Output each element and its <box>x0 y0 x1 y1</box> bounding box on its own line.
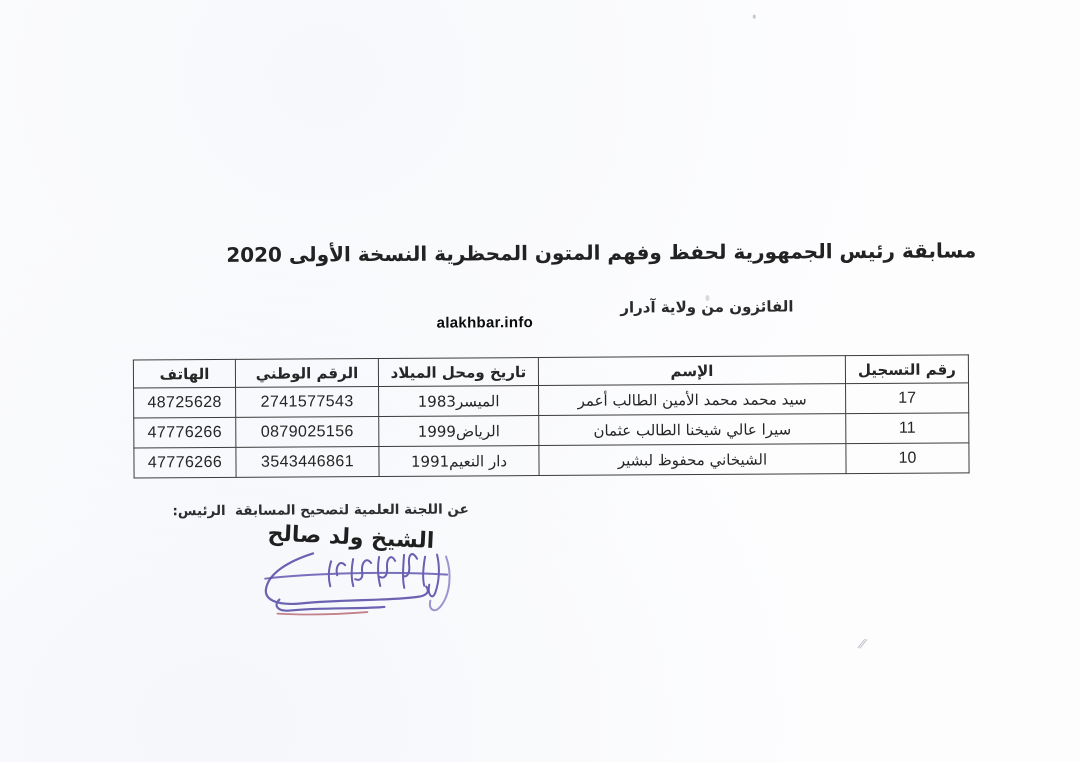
col-header-birth: تاريخ ومحل الميلاد <box>378 358 538 387</box>
page-subtitle: الفائزون من ولاية آدرار <box>620 297 794 317</box>
col-header-name: الإسم <box>538 356 845 386</box>
cell-phone: 47776266 <box>134 447 236 478</box>
cell-name: سيرا عالي شيخنا الطالب عثمان <box>539 414 846 446</box>
cell-registration: 17 <box>846 383 969 414</box>
cell-name: سيد محمد محمد الأمين الطالب أعمر <box>539 384 846 416</box>
cell-birth: 1991دار النعيم <box>379 446 539 477</box>
cell-registration: 11 <box>846 413 969 444</box>
winners-table <box>133 354 970 478</box>
table-row <box>134 443 969 478</box>
col-header-national-id: الرقم الوطني <box>235 358 378 387</box>
president-name: الشيخ ولد صالح <box>267 521 435 554</box>
scan-speck <box>753 15 756 19</box>
cell-name: الشيخاني محفوظ لبشير <box>539 444 846 476</box>
cell-birth: 1999الرياض <box>379 416 539 447</box>
cell-registration: 10 <box>846 443 969 474</box>
cell-phone: 48725628 <box>134 387 236 418</box>
cell-national-id: 0879025156 <box>236 416 379 447</box>
col-header-registration: رقم التسجيل <box>845 355 968 384</box>
cell-national-id: 2741577543 <box>236 386 379 417</box>
committee-line: عن اللجنة العلمية لتصحيح المسابقة الرئيس: <box>172 501 469 520</box>
cell-national-id: 3543446861 <box>236 446 379 477</box>
scan-mark: ⁄⁄ <box>859 637 866 653</box>
col-header-phone: الهاتف <box>133 359 235 388</box>
cell-phone: 47776266 <box>134 417 236 448</box>
signature-scribble <box>249 546 467 625</box>
watermark-text: alakhbar.info <box>436 314 534 332</box>
page-title: مسابقة رئيس الجمهورية لحفظ وفهم المتون المحظرية النسخة الأولى 2020 <box>226 238 977 267</box>
cell-birth: 1983الميسر <box>379 386 539 417</box>
